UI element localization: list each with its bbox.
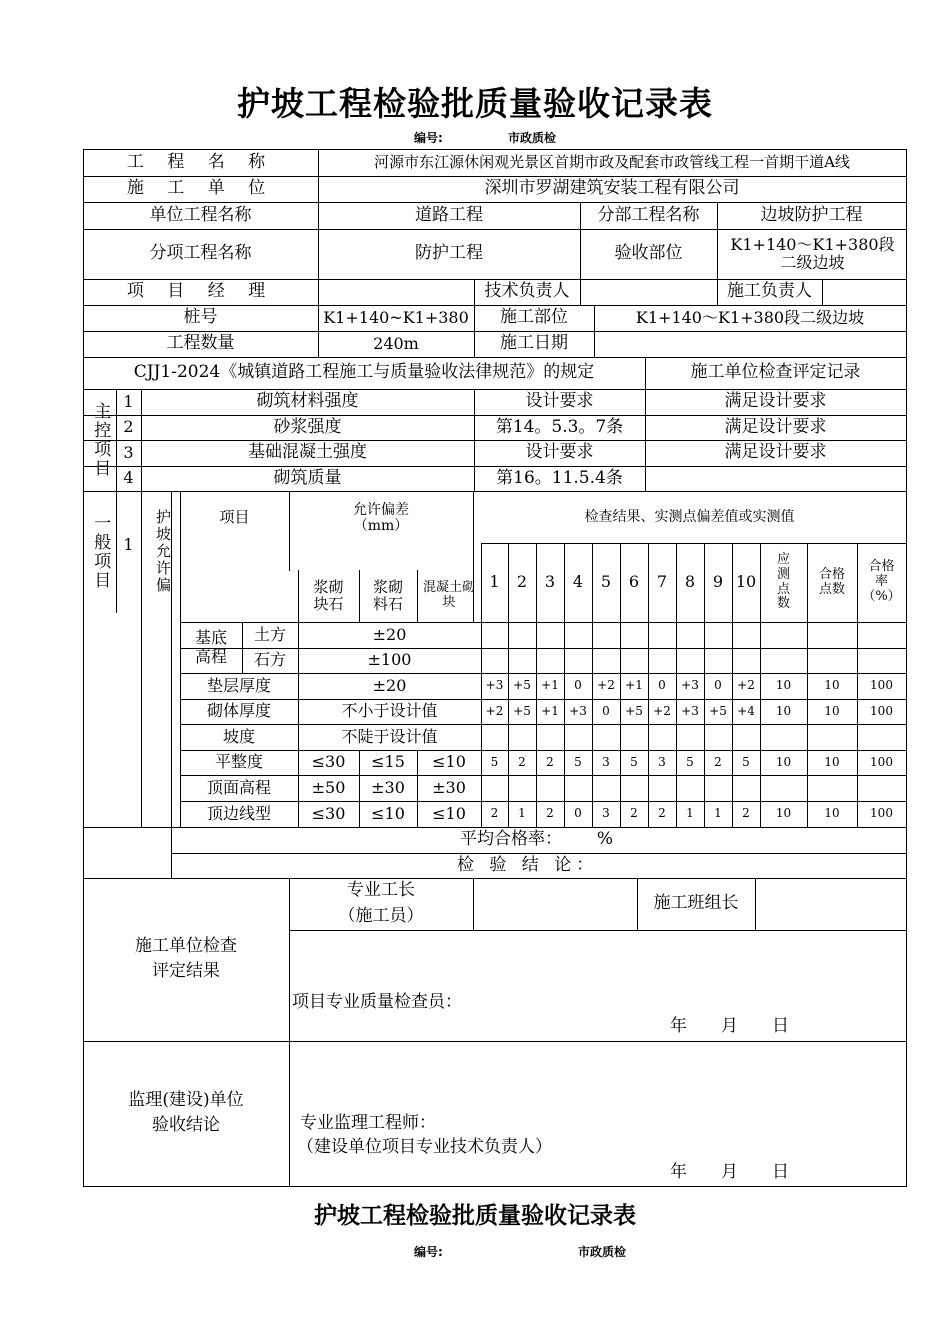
supervisor-label: 监理(建设)单位 [128,1090,244,1111]
should-count [760,648,807,673]
general-items-label: 一般项目 [90,513,111,590]
main-item-name: 砌筑质量 [273,467,342,488]
quantity-value: 240m [373,333,419,353]
should-count [760,724,807,750]
measured-value: +1 [541,678,559,693]
measured-value [676,724,704,750]
stake-value: K1+140~K1+380 [323,307,469,327]
measured-value [564,724,592,750]
measured-value [704,775,732,801]
main-control-label: 主控项目 [90,402,111,478]
code-value: 市政质检 [508,131,557,145]
measured-value: 0 [714,678,722,693]
contractor-eval-label: 施工单位检查 [135,936,237,957]
point-no-header: 10 [735,572,757,592]
measured-value: 0 [574,806,582,821]
measured-value [564,648,592,673]
project-manager-label: 项 目 经 理 [126,281,275,302]
tol-mortar-block: ≤30 [311,803,346,823]
col-should-count: 应测点数 [776,551,790,612]
avg-pass-rate-unit: % [596,829,614,850]
measured-value: 5 [686,754,694,769]
general-row-name: 土方 [253,624,286,644]
measured-value [648,622,676,648]
measured-value [648,724,676,750]
supervisor-engineer-label: 专业监理工程师： [300,1112,436,1133]
pass-rate [857,775,906,801]
contractor-label: 施 工 单 位 [126,178,275,199]
general-row-name: 顶边线型 [206,803,271,823]
general-row-name: 坡度 [222,726,255,746]
pass-count: 10 [824,806,840,821]
main-item-result: 满足设计要求 [724,416,827,437]
measured-value [676,622,704,648]
foreman-label: 专业工长 [347,880,415,900]
measured-value: 2 [546,806,554,821]
main-item-no: 4 [123,468,134,488]
measured-value: 2 [658,806,666,821]
pass-rate [857,622,906,648]
measured-value [481,724,508,750]
site-lead-label: 施工负责人 [727,281,812,302]
measured-value: +3 [681,678,699,693]
point-no-header: 6 [628,572,640,592]
spec-header: CJJ1-2024《城镇道路工程施工与质量验收法律规范》的规定 [133,362,595,383]
measured-value: +2 [485,703,504,718]
measured-value [648,775,676,801]
should-count: 10 [775,703,792,718]
tech-lead-label: 技术负责人 [484,281,570,302]
item-header: 项目 [219,508,250,527]
pass-rate: 100 [870,678,893,693]
code-label: 编号: [414,131,443,145]
acceptance-part-value: K1+140～K1+380段二级边坡 [730,234,895,272]
division-label: 分部工程名称 [597,204,700,225]
measured-value: +2 [737,678,755,693]
pass-rate [857,648,906,673]
measured-value [648,648,676,673]
should-count [760,622,807,648]
measured-value [536,648,564,673]
should-count: 10 [775,754,792,769]
foreman-sub-label: （施工员） [338,906,424,927]
measured-value [536,724,564,750]
measured-value [620,775,648,801]
point-no-header: 8 [684,572,696,592]
measured-value [732,622,760,648]
main-item-result [645,466,906,491]
avg-pass-rate-label: 平均合格率： [460,829,562,850]
measured-value: +3 [485,678,504,693]
tol-concrete-block: ±30 [432,777,466,797]
measured-value: +3 [569,703,587,718]
subitem-value: 防护工程 [415,243,483,264]
pass-count [807,648,857,673]
tol-mortar-stone: ±30 [371,777,405,797]
pass-rate: 100 [870,754,893,769]
unit-project-value: 道路工程 [415,204,483,225]
point-no-header: 5 [600,572,612,592]
supervisor-date: 年 月 日 [670,1161,789,1182]
measured-value: +5 [513,703,531,718]
page-title: 护坡工程检验批质量验收记录表 [237,84,713,123]
measured-value [508,724,536,750]
measured-value: 1 [518,806,526,821]
col-concrete-block: 混凝土砌块 [423,580,476,610]
measured-value: 3 [602,806,610,821]
tolerance-header: 允许偏差（mm） [353,501,409,534]
col-pass-rate: 合格率（%） [862,559,901,604]
point-no-header: 2 [516,572,528,592]
measured-value [481,622,508,648]
unit-project-label: 单位工程名称 [149,204,252,225]
check-header: 施工单位检查评定记录 [690,362,861,383]
general-row-name: 砌体厚度 [206,701,271,721]
point-no-header: 9 [712,572,724,592]
grid-line [83,1041,907,1042]
should-count [760,775,807,801]
pass-rate: 100 [870,806,893,821]
main-item-name: 砂浆强度 [273,416,342,437]
general-row-name: 石方 [253,650,286,670]
main-item-no: 1 [123,391,134,411]
measured-value: +5 [513,678,531,693]
grid-line [473,878,474,931]
measured-value: 3 [602,754,610,769]
stake-label: 桩号 [183,307,218,328]
measured-value [732,724,760,750]
qc-inspector-label: 项目专业质量检查员： [292,992,462,1013]
tol-shared: 不陡于设计值 [341,726,438,746]
pass-count [807,775,857,801]
measured-value [592,775,620,801]
measured-value [481,648,508,673]
pass-count [807,622,857,648]
measured-value [620,724,648,750]
pass-rate [857,724,906,750]
measured-value [508,648,536,673]
measured-value [508,775,536,801]
conclusion-label: 检 验 结 论： [457,854,599,875]
general-row-name: 垫层厚度 [206,675,271,695]
general-item-no: 1 [123,535,134,555]
acceptance-part-label: 验收部位 [614,243,683,264]
measured-value: +1 [625,678,643,693]
tol-concrete-block: ≤10 [432,803,466,823]
measured-value [620,622,648,648]
measured-value: 2 [714,754,722,769]
col-mortar-stone: 浆砌料石 [372,577,403,613]
general-row-name: 平整度 [214,752,263,772]
project-name-label: 工 程 名 称 [126,151,275,172]
main-item-name: 砌筑材料强度 [256,391,359,412]
construction-date-label: 施工日期 [500,333,568,354]
measured-value: 5 [574,754,582,769]
main-item-no: 3 [123,442,134,462]
pass-count: 10 [824,703,840,718]
measured-value: 0 [658,678,666,693]
project-name-value: 河源市东江源休闲观光景区首期市政及配套市政管线工程一首期干道A线 [374,152,850,171]
owner-tech-label: （建设单位项目专业技术负责人） [297,1136,552,1157]
site-part-value: K1+140～K1+380段二级边坡 [635,307,865,327]
measured-value: 3 [658,754,666,769]
point-no-header: 4 [572,572,584,592]
measured-value [592,648,620,673]
should-count: 10 [775,678,792,693]
main-item-name: 基础混凝土强度 [248,442,367,463]
tol-shared: ±100 [367,650,412,670]
team-leader-label: 施工班组长 [653,893,739,914]
measured-value: 5 [630,754,638,769]
main-item-no: 2 [123,417,134,437]
grid-line [289,930,907,931]
main-item-requirement: 设计要求 [525,442,594,463]
base-elevation-label: 基底高程 [194,628,227,666]
measured-value: 5 [742,754,750,769]
general-row-name: 顶面高程 [206,777,271,797]
measured-value: +1 [541,703,559,718]
measured-value [676,648,704,673]
measured-value [536,775,564,801]
measured-value [704,622,732,648]
results-header: 检查结果、实测点偏差值或实测值 [584,508,795,525]
footer-code-label: 编号: [414,1245,443,1259]
main-item-requirement: 设计要求 [525,391,594,412]
measured-value: +4 [737,703,755,718]
measured-value: +5 [625,703,643,718]
main-item-requirement: 第16。11.5.4条 [496,467,623,488]
main-item-result: 满足设计要求 [724,442,827,463]
measured-value [704,648,732,673]
measured-value: 2 [742,806,750,821]
measured-value [536,622,564,648]
grid-line [755,878,756,931]
measured-value [508,622,536,648]
footer-title: 护坡工程检验批质量验收记录表 [314,1203,636,1229]
measured-value: 2 [490,806,499,821]
measured-value: +2 [597,678,615,693]
main-item-requirement: 第14。5.3。7条 [495,416,624,437]
point-no-header: 7 [656,572,668,592]
col-mortar-block: 浆砌块石 [313,577,344,613]
measured-value [676,775,704,801]
quantity-label: 工程数量 [166,333,235,354]
measured-value: +2 [653,703,671,718]
site-part-label: 施工部位 [500,307,568,328]
slope-tolerance-label: 护坡允许偏 [154,509,172,594]
grid-line [580,279,581,306]
measured-value: 0 [602,703,610,718]
subitem-label: 分项工程名称 [149,243,252,264]
measured-value: 1 [686,806,694,821]
col-pass-count: 合格点数 [819,566,846,597]
tol-mortar-block: ≤30 [311,752,346,772]
tol-shared: ±20 [372,675,407,695]
tol-mortar-stone: ≤15 [371,752,405,772]
contractor-date: 年 月 日 [670,1016,789,1037]
measured-value [620,648,648,673]
measured-value: +3 [681,703,699,718]
measured-value: 5 [490,754,499,769]
tol-mortar-stone: ≤10 [371,803,405,823]
division-value: 边坡防护工程 [760,204,863,225]
pass-count: 10 [824,754,840,769]
measured-value: 0 [574,678,582,693]
main-item-result: 满足设计要求 [724,391,827,412]
measured-value [564,622,592,648]
measured-value [564,775,592,801]
tol-concrete-block: ≤10 [432,752,466,772]
grid-line [83,878,907,879]
measured-value: 1 [714,806,722,821]
measured-value [592,622,620,648]
pass-rate: 100 [870,703,893,718]
tol-mortar-block: ±50 [311,777,346,797]
contractor-value: 深圳市罗湖建筑安装工程有限公司 [484,178,740,199]
grid-line [822,279,823,306]
tol-shared: ±20 [372,624,407,644]
pass-count: 10 [824,678,840,693]
tol-shared: 不小于设计值 [341,701,438,721]
measured-value: 2 [518,754,526,769]
measured-value [704,724,732,750]
measured-value: 2 [546,754,554,769]
contractor-eval-sub-label: 评定结果 [152,961,220,982]
should-count: 10 [775,806,792,821]
pass-count [807,724,857,750]
measured-value: +5 [709,703,727,718]
measured-value [732,775,760,801]
measured-value [481,775,508,801]
point-no-header: 1 [489,572,500,592]
footer-code-value: 市政质检 [578,1245,627,1259]
measured-value [732,648,760,673]
point-no-header: 3 [544,572,556,592]
measured-value: 2 [630,806,638,821]
supervisor-sub-label: 验收结论 [152,1115,220,1136]
measured-value [592,724,620,750]
